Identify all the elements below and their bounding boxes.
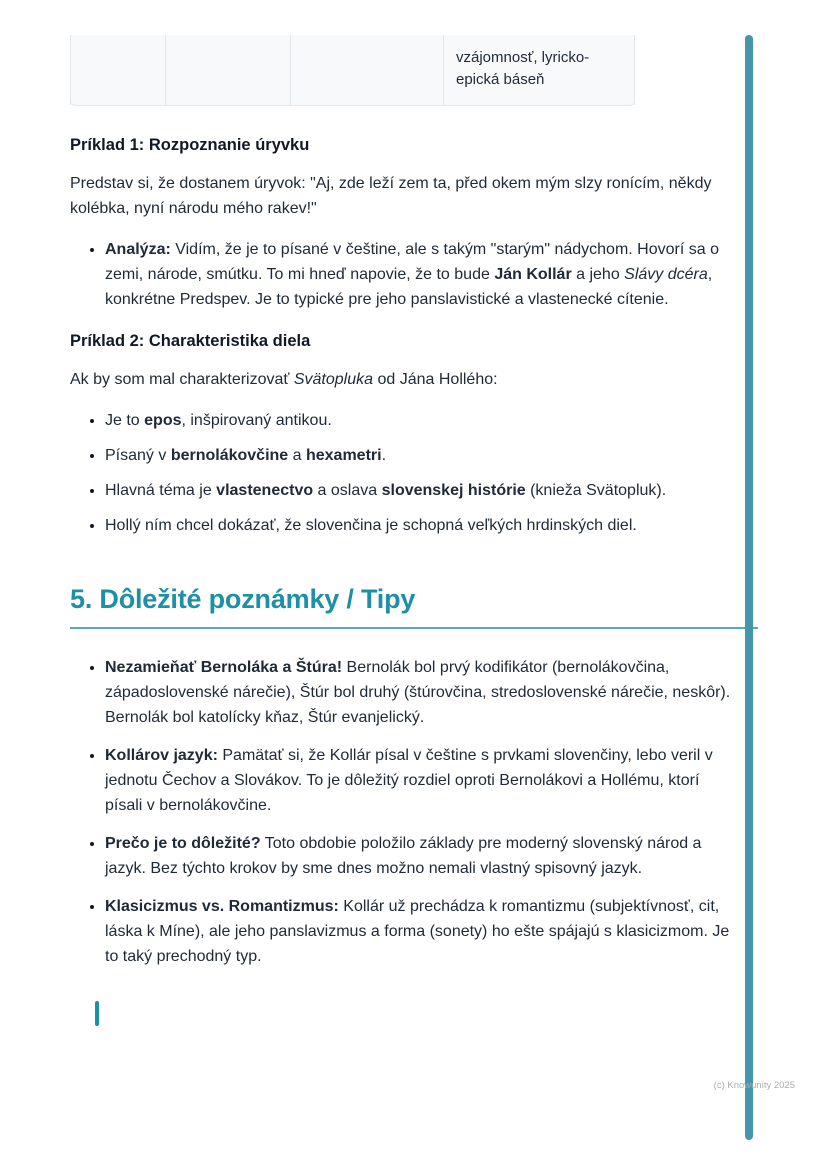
list-item [105,513,738,538]
text-segment: Kollárov jazyk: [105,747,218,764]
text-segment: Predstav si, že dostanem úryvok: "Aj, zde leží zem ta, před okem mým slzy ronícím, někdy kolébka, nyní národu mého rakev!" [70,175,712,217]
text-segment: hexametri [305,447,382,464]
text-segment: , konkrétne Predspev. Je to typické pre jeho panslavistické a vlastenecké cítenie. [105,266,713,308]
text-segment: Klasicizmus vs. Romantizmus: [105,898,339,915]
text-segment: Ak by som mal charakterizovať [70,371,294,388]
example2-heading: Príklad 2: Charakteristika diela [70,332,311,350]
vertical-accent-bar [745,35,753,1140]
list-item [105,408,738,433]
text-segment: bernolákovčine [170,447,289,464]
table-fragment [70,35,635,106]
text-segment: Analýza: [105,241,171,258]
text-segment: Je to [105,412,145,429]
example1-heading: Príklad 1: Rozpoznanie úryvku [70,136,310,154]
text-segment: (knieža Svätopluk). [525,482,667,499]
list-item [105,894,738,969]
text-segment: od Jána Hollého: [373,371,498,388]
text-segment: a [288,447,306,464]
copyright-text: (c) Knowunity 2025 [713,1080,795,1091]
text-segment: Písaný v [105,447,171,464]
list-item [105,831,738,881]
text-segment: a jeho [571,266,625,283]
table-cell [165,35,290,105]
document-content [70,0,758,1026]
text-segment: Toto obdobie položilo základy pre moderný slovenský národ a jazyk. Bez týchto krokov by sme dnes možno nemali vlastný spisovný jazyk. [105,835,702,877]
tips-list [70,655,738,969]
text-segment: Bernolák bol prvý kodifikátor (bernolákovčina, západoslovenské nárečie), Štúr bol druhý (štúrovčina, stredoslovenské nárečie, neskôr). Bernolák bol katolícky kňaz, Štúr evanjelický. [105,659,731,726]
text-segment: a oslava [313,482,382,499]
list-item [105,743,738,818]
list-item [105,237,738,312]
list-item [105,478,738,503]
text-segment: Prečo je to dôležité? [105,835,261,852]
table-cell [70,35,165,105]
text-segment: slovenskej histórie [381,482,526,499]
example2-paragraph [70,367,738,392]
example1-paragraph [70,171,738,221]
text-segment: Pamätať si, že Kollár písal v češtine s prvkami slovenčiny, lebo veril v jednotu Čechov a Slovákov. To je dôležitý rozdiel oproti Bernolákovi a Hollému, ktorí písali v bernolákovčine. [105,747,713,814]
table-cell: vzájomnosť, lyricko-epická báseň [443,35,635,105]
text-segment: epos [144,412,182,429]
example2-list [70,408,738,538]
text-segment: Svätopluka [293,371,374,388]
example1-list [70,237,738,312]
section-divider [70,627,758,629]
text-segment: Slávy dcéra [624,266,708,283]
text-segment: . [381,447,387,464]
text-segment: Kollár už prechádza k romantizmu (subjektívnosť, cit, láska k Míne), ale jeho panslavizmus a forma (sonety) ho ešte spájajú s klasicizmom. Je to taký prechodný typ. [105,898,730,965]
text-segment: Vidím, že je to písané v češtine, ale s takým "starým" nádychom. Hovorí sa o zemi, národe, smútku. To mi hneď napovie, že to bude [105,241,719,283]
section5-heading: 5. Dôležité poznámky / Tipy [70,584,416,614]
text-segment: Hollý ním chcel dokázať, že slovenčina je schopná veľkých hrdinských diel. [105,517,637,534]
text-segment: Ján Kollár [494,266,572,283]
text-segment: Nezamieňať Bernoláka a Štúra! [105,659,343,676]
blockquote-accent-bar [95,1001,99,1026]
list-item [105,443,738,468]
text-segment: vlastenectvo [216,482,314,499]
text-segment: , inšpirovaný antikou. [181,412,332,429]
table-cell [290,35,443,105]
text-segment: Hlavná téma je [105,482,217,499]
list-item [105,655,738,730]
